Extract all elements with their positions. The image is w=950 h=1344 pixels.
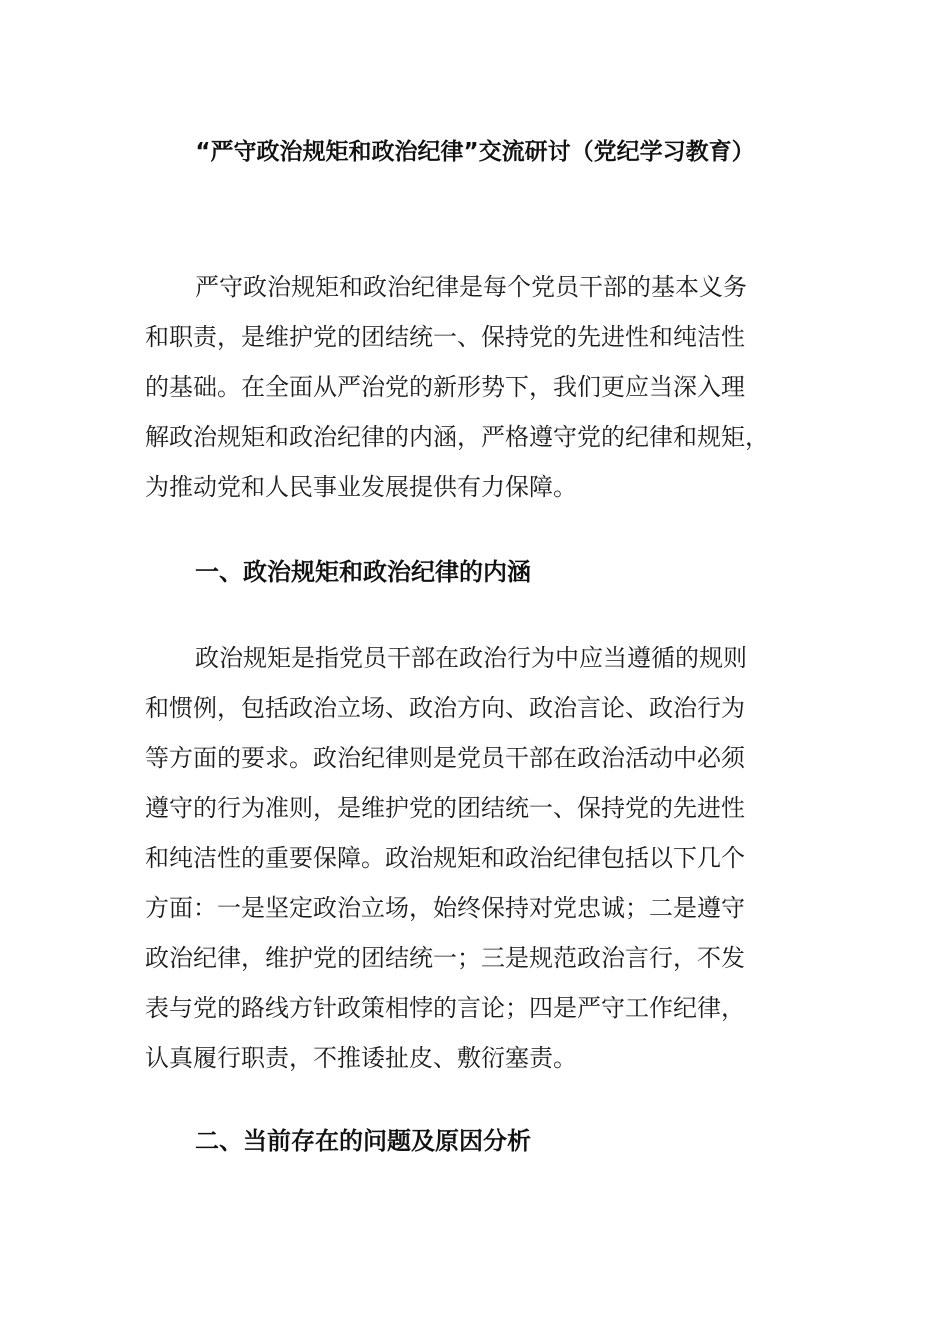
section-heading-1: 一、政治规矩和政治纪律的内涵 — [195, 558, 531, 586]
paragraph-line: 政治纪律，维护党的团结统一；三是规范政治言行，不发 — [145, 944, 745, 972]
paragraph-line: 解政治规矩和政治纪律的内涵，严格遵守党的纪律和规矩， — [145, 423, 769, 451]
paragraph-line: 为推动党和人民事业发展提供有力保障。 — [145, 473, 577, 501]
paragraph-line: 方面：一是坚定政治立场，始终保持对党忠诚；二是遵守 — [145, 894, 745, 922]
paragraph-line: 认真履行职责，不推诿扯皮、敷衍塞责。 — [145, 1044, 577, 1072]
paragraph-line: 严守政治规矩和政治纪律是每个党员干部的基本义务 — [195, 273, 747, 301]
document-title: “严守政治规矩和政治纪律”交流研讨（党纪学习教育） — [195, 139, 755, 165]
section-heading-2: 二、当前存在的问题及原因分析 — [195, 1127, 531, 1155]
intro-paragraph — [145, 262, 805, 512]
paragraph-line: 的基础。在全面从严治党的新形势下，我们更应当深入理 — [145, 373, 745, 401]
paragraph-line: 政治规矩是指党员干部在政治行为中应当遵循的规则 — [195, 644, 747, 672]
section1-paragraph — [145, 633, 805, 1083]
paragraph-line: 和惯例，包括政治立场、政治方向、政治言论、政治行为 — [145, 694, 745, 722]
paragraph-line: 遵守的行为准则，是维护党的团结统一、保持党的先进性 — [145, 794, 745, 822]
paragraph-line: 等方面的要求。政治纪律则是党员干部在政治活动中必须 — [145, 744, 745, 772]
paragraph-line: 和职责，是维护党的团结统一、保持党的先进性和纯洁性 — [145, 323, 745, 351]
paragraph-line: 和纯洁性的重要保障。政治规矩和政治纪律包括以下几个 — [145, 844, 745, 872]
paragraph-line: 表与党的路线方针政策相悖的言论；四是严守工作纪律， — [145, 994, 745, 1022]
